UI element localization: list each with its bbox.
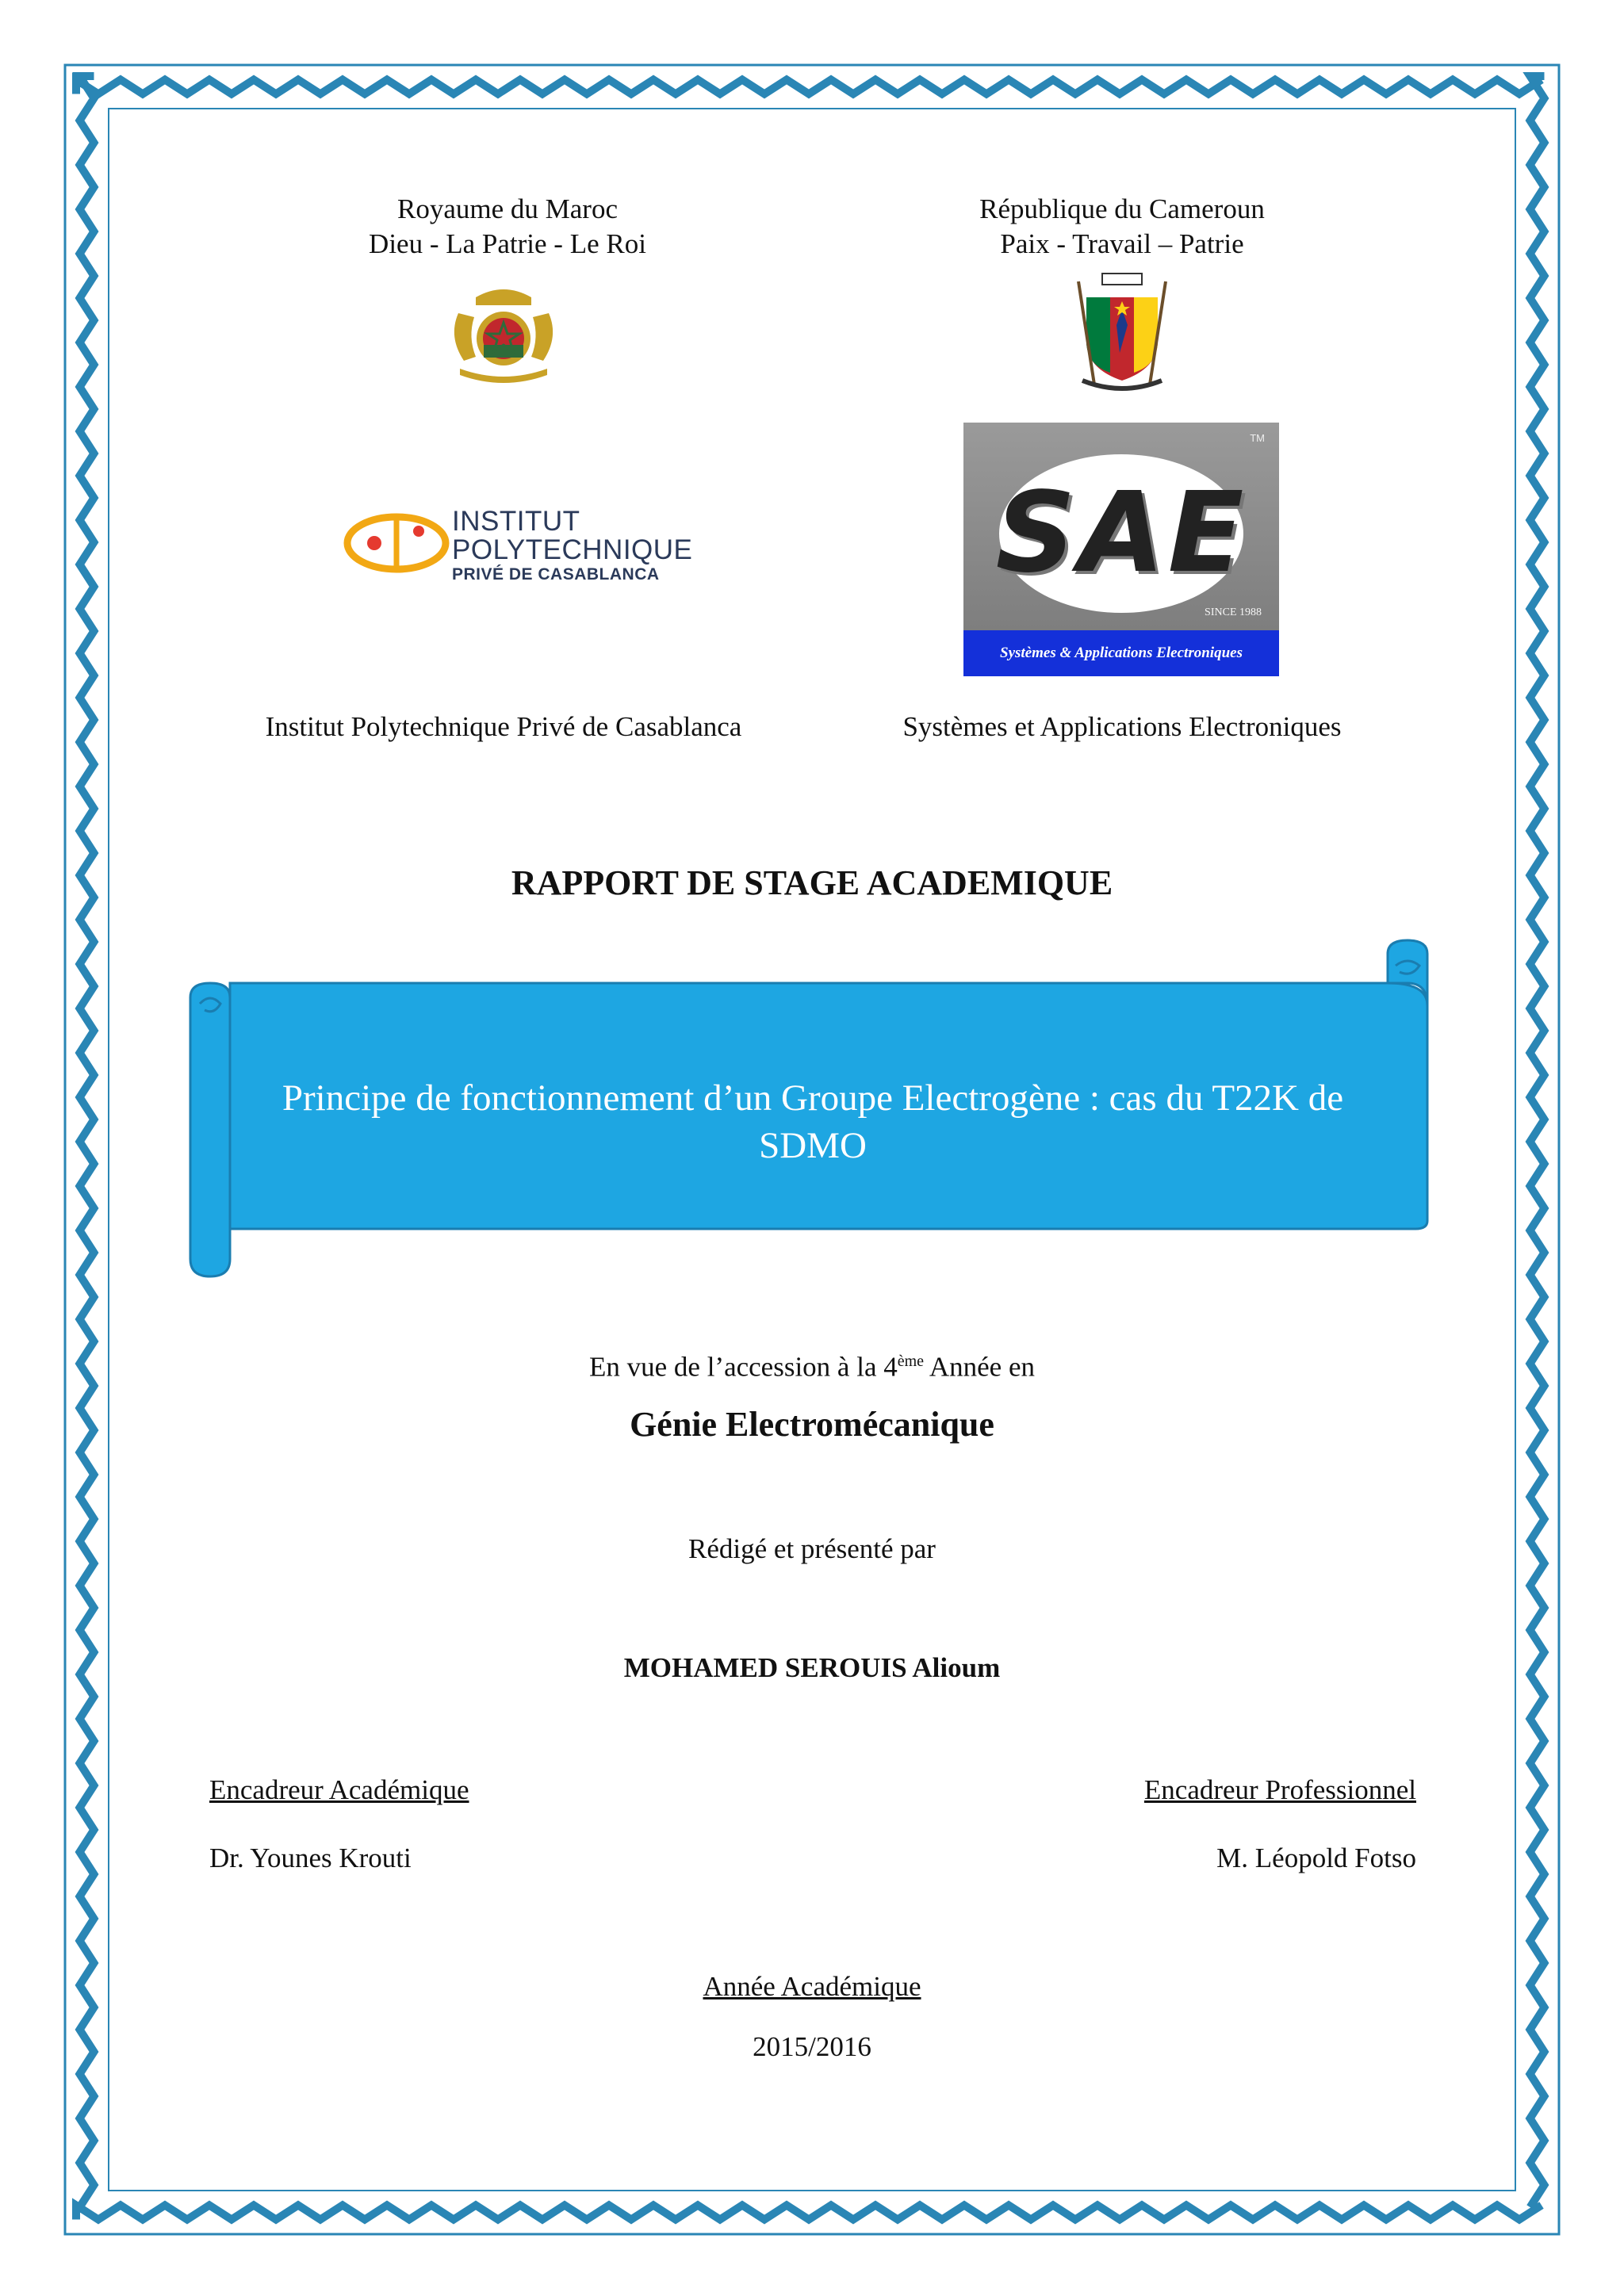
purpose-prefix: En vue de l’accession à la 4 bbox=[589, 1351, 898, 1383]
morocco-coat-of-arms-icon bbox=[444, 281, 563, 388]
sae-logo bbox=[963, 423, 1279, 676]
sae-tm-mark: TM bbox=[1250, 432, 1265, 444]
ipc-logo-line-2: POLYTECHNIQUE bbox=[452, 534, 693, 565]
purpose-superscript: ème bbox=[897, 1353, 925, 1370]
report-purpose bbox=[0, 1344, 1624, 1385]
author-name: MOHAMED SEROUIS Alioum bbox=[623, 1652, 1001, 1683]
sae-since: SINCE 1988 bbox=[1205, 607, 1262, 618]
motto-morocco: Dieu - La Patrie - Le Roi bbox=[369, 228, 646, 259]
cameroon-coat-of-arms-icon bbox=[1063, 266, 1182, 392]
motto-cameroon: Paix - Travail – Patrie bbox=[1000, 228, 1244, 259]
sae-logo-text: SAE bbox=[995, 469, 1247, 598]
ipc-logo-line-3: PRIVÉ DE CASABLANCA bbox=[452, 565, 660, 584]
report-type-title: RAPPORT DE STAGE ACADEMIQUE bbox=[511, 863, 1113, 902]
header-left bbox=[317, 192, 698, 262]
academic-year-label: Année Académique bbox=[703, 1971, 921, 2002]
professional-supervisor-name: M. Léopold Fotso bbox=[1216, 1843, 1416, 1873]
academic-supervisor-name: Dr. Younes Krouti bbox=[209, 1843, 412, 1873]
header-right bbox=[928, 192, 1316, 262]
country-morocco: Royaume du Maroc bbox=[397, 193, 618, 224]
academic-year-value: 2015/2016 bbox=[753, 2031, 871, 2062]
report-subject: Principe de fonctionnement d’un Groupe Electrogène : cas du T22K de SDMO bbox=[282, 1077, 1344, 1166]
presented-by-label: Rédigé et présenté par bbox=[688, 1533, 936, 1564]
sae-tagline: Systèmes & Applications Electroniques bbox=[963, 630, 1279, 676]
country-cameroon: République du Cameroun bbox=[979, 193, 1265, 224]
purpose-suffix: Année en bbox=[924, 1351, 1035, 1383]
professional-supervisor-label: Encadreur Professionnel bbox=[1143, 1774, 1416, 1805]
institut-polytechnique-logo bbox=[341, 499, 693, 595]
academic-supervisor-label: Encadreur Académique bbox=[209, 1774, 469, 1805]
ipc-logo-line-1: INSTITUT bbox=[452, 506, 580, 537]
caption-institut: Institut Polytechnique Privé de Casablanca bbox=[265, 711, 742, 742]
caption-sae: Systèmes et Applications Electroniques bbox=[902, 711, 1342, 742]
field-of-study: Génie Electromécanique bbox=[630, 1405, 994, 1444]
ipc-emblem-icon bbox=[341, 507, 452, 579]
